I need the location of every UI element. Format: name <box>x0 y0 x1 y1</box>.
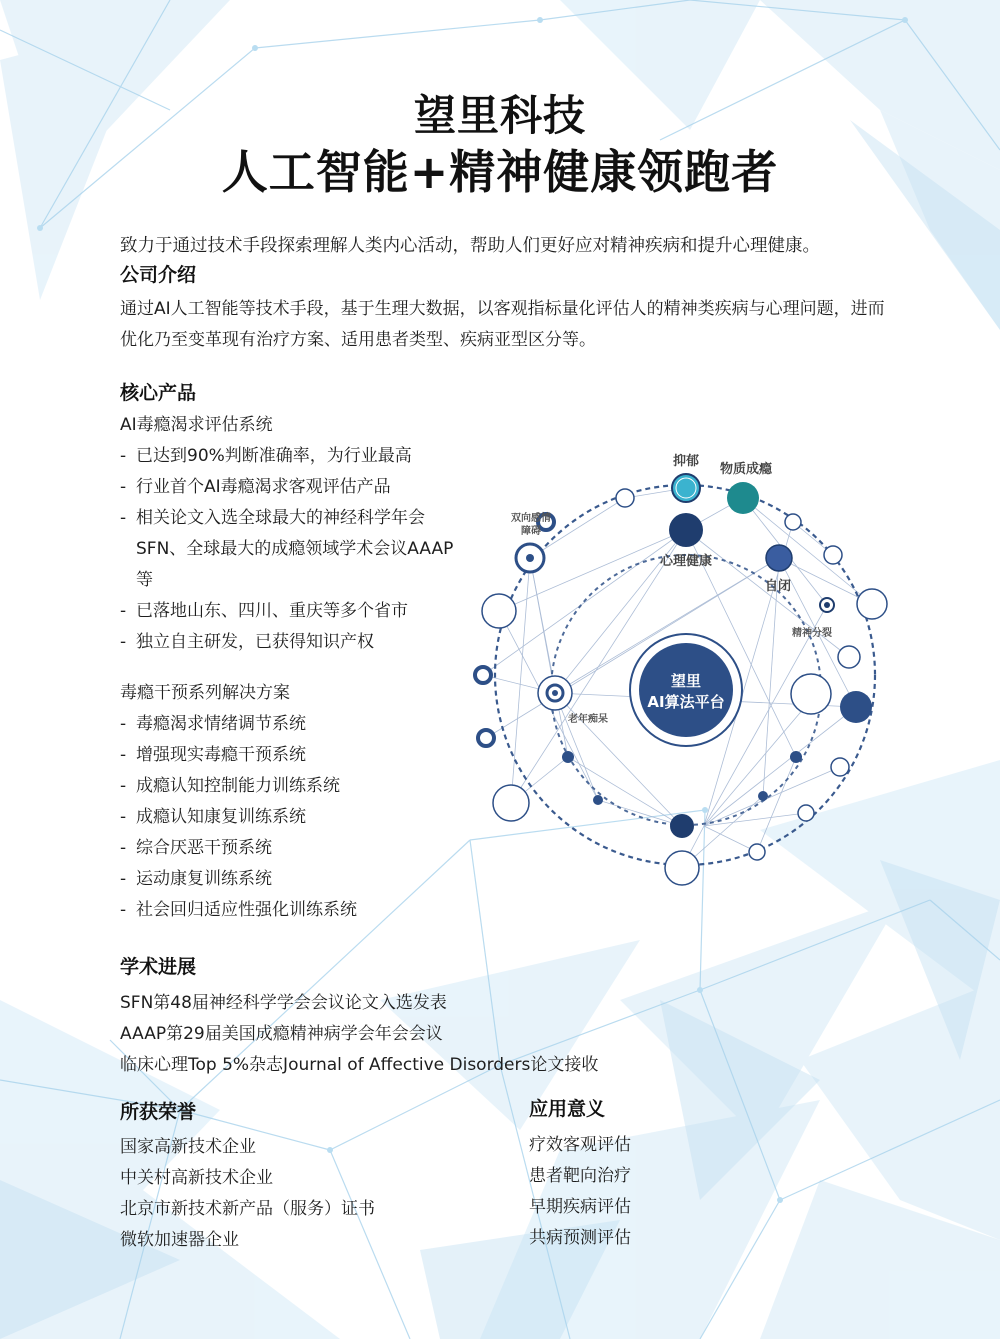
ai-platform-network-diagram <box>455 440 915 900</box>
node-autism <box>766 545 792 571</box>
node <box>562 751 574 763</box>
list-item: - 成瘾认知控制能力训练系统 <box>120 771 460 802</box>
node <box>791 674 831 714</box>
tagline: 致力于通过技术手段探索理解人类内心活动，帮助人们更好应对精神疾病和提升心理健康。 <box>120 235 820 256</box>
list-item: - 独立自主研发，已获得知识产权 <box>120 627 460 658</box>
list-item: - 社会回归适应性强化训练系统 <box>120 895 460 926</box>
list-item: AAAP第29届美国成瘾精神病学会年会会议 <box>120 1024 443 1044</box>
center-label-line2: AI算法平台 <box>647 693 725 711</box>
node-mental-health <box>669 513 703 547</box>
company-intro-heading: 公司介绍 <box>120 264 197 286</box>
node <box>857 589 887 619</box>
label-schizophrenia: 精神分裂 <box>792 628 832 639</box>
node <box>785 514 801 530</box>
list-item: - 运动康复训练系统 <box>120 864 460 895</box>
list-item: 早期疾病评估 <box>529 1197 631 1217</box>
list-item: - 增强现实毒瘾干预系统 <box>120 740 460 771</box>
company-intro-text: 通过AI人工智能等技术手段，基于生理大数据，以客观指标量化评估人的精神类疾病与心理问题，进而优化乃至变革现有治疗方案、适用患者类型、疾病亚型区分等。 <box>120 299 885 350</box>
list-item: 北京市新技术新产品（服务）证书 <box>120 1199 375 1219</box>
product1-name: AI毒瘾渴求评估系统 <box>120 415 273 435</box>
product1-list <box>120 441 460 658</box>
node-bipolar <box>516 544 544 572</box>
node-dementia <box>538 676 572 710</box>
product2-name: 毒瘾干预系列解决方案 <box>120 683 290 703</box>
node <box>790 751 802 763</box>
list-item: - 综合厌恶干预系统 <box>120 833 460 864</box>
node-schizophrenia <box>820 598 834 612</box>
list-item: - 成瘾认知康复训练系统 <box>120 802 460 833</box>
node <box>670 814 694 838</box>
page-title: 望里科技 <box>413 91 586 140</box>
center-label-line1: 望里 <box>670 672 702 690</box>
node <box>493 785 529 821</box>
node <box>593 795 603 805</box>
node <box>798 805 814 821</box>
list-item: - 毒瘾渴求情绪调节系统 <box>120 709 460 740</box>
label-substance-addiction: 物质成瘾 <box>719 462 773 477</box>
product2-list <box>120 709 460 926</box>
node <box>665 851 699 885</box>
label-mental-health: 心理健康 <box>659 554 713 569</box>
node <box>838 646 860 668</box>
honors-heading: 所获荣誉 <box>120 1101 197 1123</box>
center-node <box>639 643 733 737</box>
academic-list <box>120 988 720 1081</box>
label-bipolar-line1: 双向感情 <box>511 513 551 524</box>
node <box>616 489 634 507</box>
label-autism: 自闭 <box>764 579 792 594</box>
list-item: 临床心理Top 5%杂志Journal of Affective Disorders论文接收 <box>120 1055 599 1075</box>
list-item: 患者靶向治疗 <box>529 1166 631 1186</box>
label-depression: 抑郁 <box>672 454 700 469</box>
list-item: SFN第48届神经科学学会会议论文入选发表 <box>120 993 447 1013</box>
node <box>482 594 516 628</box>
label-bipolar-line2: 障碍 <box>521 526 541 537</box>
node <box>758 791 768 801</box>
list-item: 微软加速器企业 <box>120 1230 239 1250</box>
list-item: 中关村高新技术企业 <box>120 1168 273 1188</box>
node <box>478 730 494 746</box>
academic-heading: 学术进展 <box>120 956 197 978</box>
list-item: 国家高新技术企业 <box>120 1137 256 1157</box>
label-dementia: 老年痴呆 <box>568 714 608 725</box>
honors-list <box>120 1132 480 1256</box>
core-products-heading: 核心产品 <box>120 382 197 404</box>
node <box>749 844 765 860</box>
node <box>831 758 849 776</box>
node-substance-addiction <box>727 482 759 514</box>
list-item: - 已落地山东、四川、重庆等多个省市 <box>120 596 460 627</box>
list-item: - 相关论文入选全球最大的神经科学年会SFN、全球最大的成瘾领域学术会议AAAP等 <box>120 503 460 596</box>
node <box>840 691 872 723</box>
applications-list <box>529 1130 789 1254</box>
node <box>824 546 842 564</box>
page-subtitle: 人工智能+精神健康领跑者 <box>221 145 779 199</box>
list-item: - 已达到90%判断准确率，为行业最高 <box>120 441 460 472</box>
node <box>475 667 491 683</box>
list-item: - 行业首个AI毒瘾渴求客观评估产品 <box>120 472 460 503</box>
list-item: 共病预测评估 <box>529 1228 631 1248</box>
applications-heading: 应用意义 <box>529 1098 606 1120</box>
list-item: 疗效客观评估 <box>529 1135 631 1155</box>
